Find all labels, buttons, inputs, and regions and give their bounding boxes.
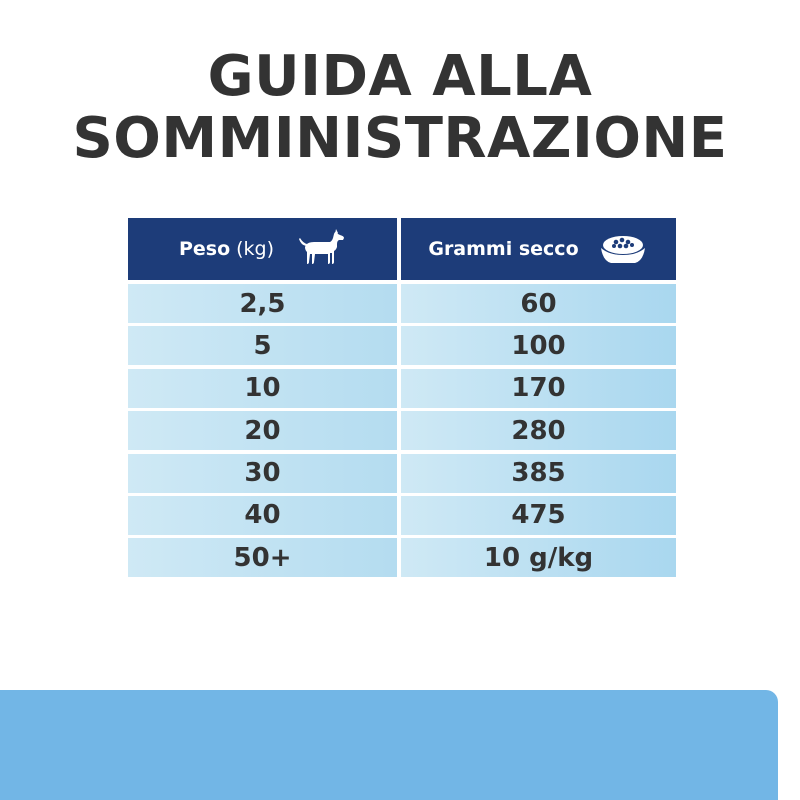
- table-row: [128, 326, 676, 365]
- weight-cell: 10: [128, 369, 397, 408]
- header-weight-label: Peso: [178, 238, 231, 260]
- grams-cell: 60: [401, 284, 676, 323]
- food-bowl-icon: [597, 231, 649, 267]
- grams-cell: 10 g/kg: [401, 538, 676, 577]
- grams-cell: 475: [401, 496, 676, 535]
- header-grams-label: Grammi secco: [428, 238, 579, 260]
- header-weight-unit: (kg): [236, 238, 275, 260]
- table-row: [128, 369, 676, 408]
- header-weight: [128, 218, 397, 280]
- bottom-decorative-band: [0, 690, 778, 800]
- table-row: [128, 411, 676, 450]
- table-row: [128, 496, 676, 535]
- weight-cell: 2,5: [128, 284, 397, 323]
- weight-cell: 5: [128, 326, 397, 365]
- feeding-table: [128, 218, 676, 577]
- grams-cell: 170: [401, 369, 676, 408]
- table-row: [128, 538, 676, 577]
- weight-cell: 50+: [128, 538, 397, 577]
- grams-cell: 385: [401, 454, 676, 493]
- weight-cell: 40: [128, 496, 397, 535]
- grams-cell: 280: [401, 411, 676, 450]
- page-title: [0, 46, 800, 170]
- title-line-2: SOMMINISTRAZIONE: [72, 106, 728, 171]
- weight-cell: 20: [128, 411, 397, 450]
- table-row: [128, 454, 676, 493]
- title-line-1: GUIDA ALLA: [207, 44, 593, 109]
- table-header: [128, 218, 676, 280]
- table-row: [128, 284, 676, 323]
- dog-icon: [296, 229, 346, 269]
- grams-cell: 100: [401, 326, 676, 365]
- weight-cell: 30: [128, 454, 397, 493]
- header-grams: [401, 218, 676, 280]
